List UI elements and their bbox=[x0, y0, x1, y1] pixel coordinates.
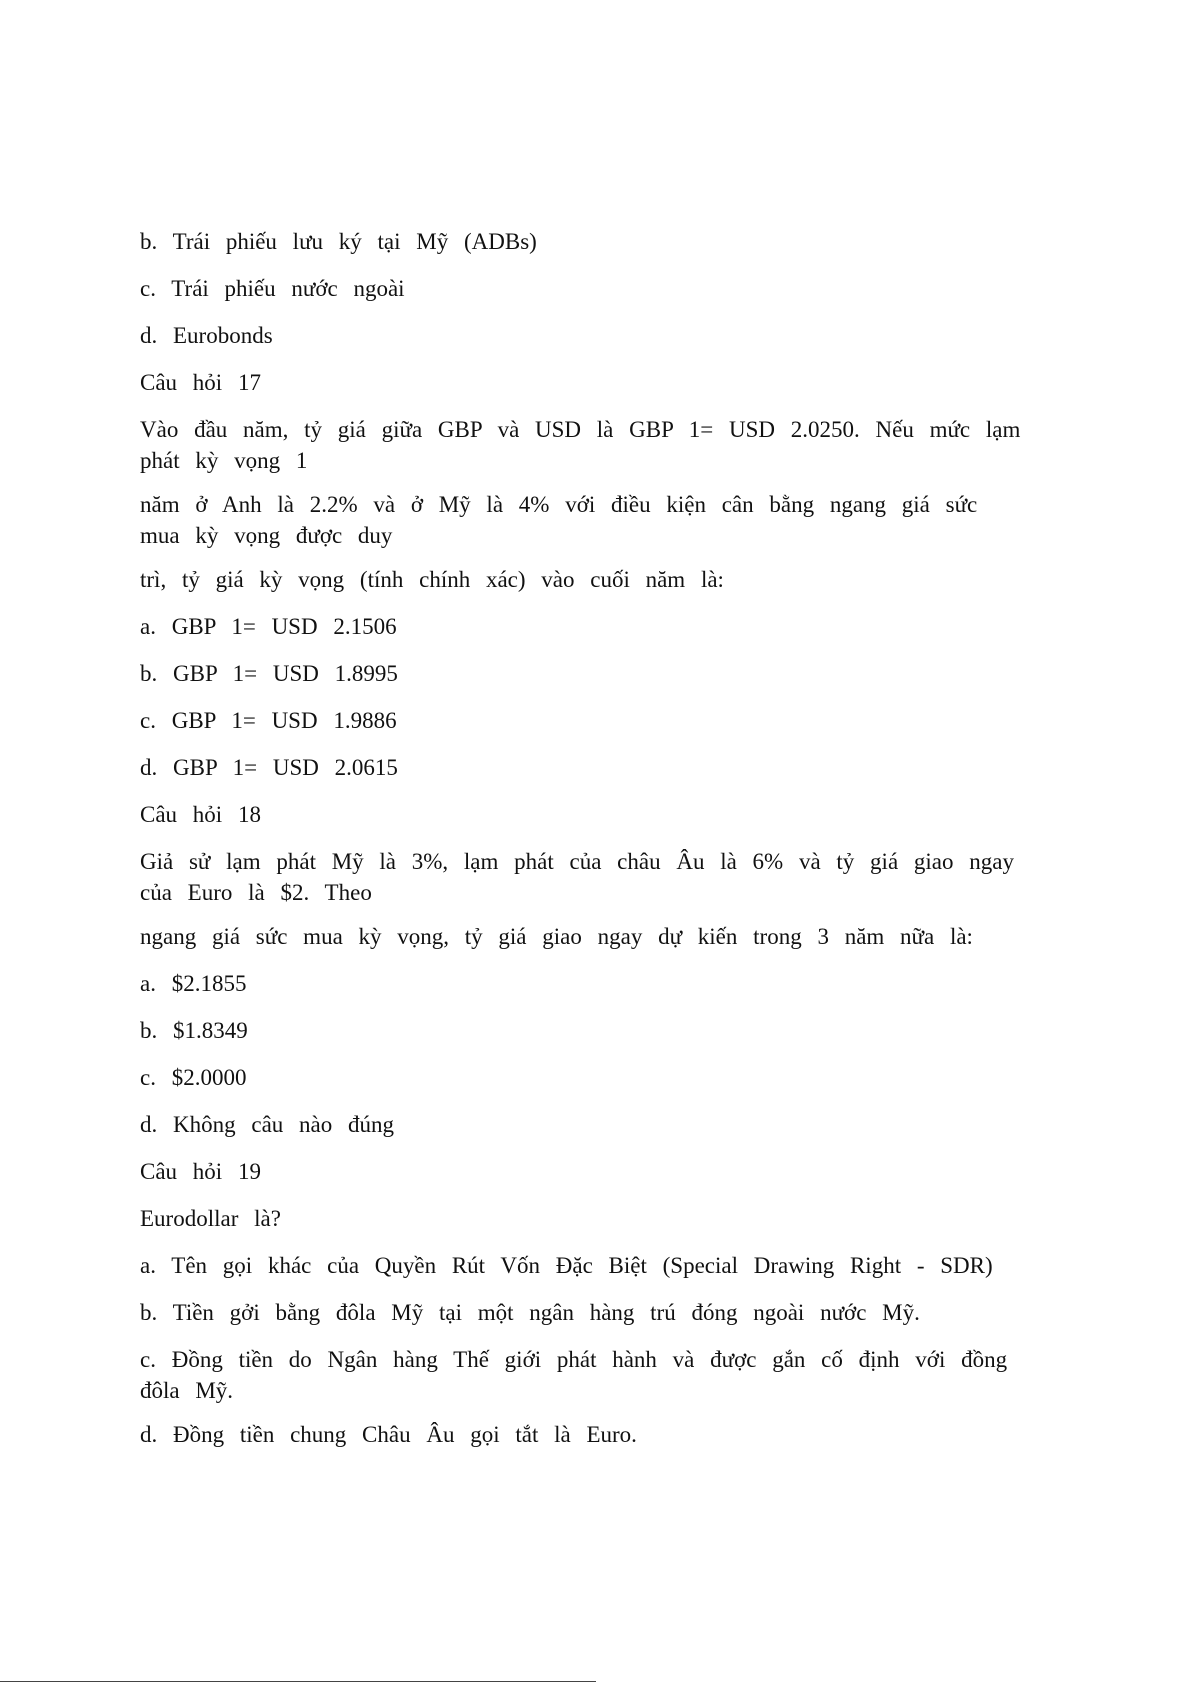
question-heading: Câu hỏi 18 bbox=[140, 802, 261, 827]
question-text: Eurodollar là? bbox=[140, 1206, 281, 1231]
answer-option: a. GBP 1= USD 2.1506 bbox=[140, 614, 397, 639]
question-text: ngang giá sức mua kỳ vọng, tỷ giá giao ngay dự kiến trong 3 năm nữa là: bbox=[140, 924, 973, 949]
answer-option: c. Đồng tiền do Ngân hàng Thế giới phát hành và được gắn cố định với đồng đôla Mỹ. bbox=[140, 1347, 1008, 1403]
answer-option: a. Tên gọi khác của Quyền Rút Vốn Đặc Biệt (Special Drawing Right - SDR) bbox=[140, 1253, 993, 1278]
answer-option: b. Trái phiếu lưu ký tại Mỹ (ADBs) bbox=[140, 229, 537, 254]
answer-option: d. Không câu nào đúng bbox=[140, 1112, 394, 1137]
question-heading: Câu hỏi 17 bbox=[140, 370, 261, 395]
answer-option: d. GBP 1= USD 2.0615 bbox=[140, 755, 398, 780]
answer-option: d. Đồng tiền chung Châu Âu gọi tắt là Euro. bbox=[140, 1422, 637, 1447]
question-text: năm ở Anh là 2.2% và ở Mỹ là 4% với điều kiện cân bằng ngang giá sức mua kỳ vọng được duy bbox=[140, 492, 978, 548]
document-body bbox=[140, 226, 1030, 1466]
question-text: trì, tỷ giá kỳ vọng (tính chính xác) vào cuối năm là: bbox=[140, 567, 724, 592]
answer-option: a. $2.1855 bbox=[140, 971, 247, 996]
answer-option: d. Eurobonds bbox=[140, 323, 273, 348]
question-text: Giả sử lạm phát Mỹ là 3%, lạm phát của châu Âu là 6% và tỷ giá giao ngay của Euro là $2. Theo bbox=[140, 849, 1014, 905]
answer-option: b. Tiền gởi bằng đôla Mỹ tại một ngân hàng trú đóng ngoài nước Mỹ. bbox=[140, 1300, 920, 1325]
question-text: Vào đầu năm, tỷ giá giữa GBP và USD là GBP 1= USD 2.0250. Nếu mức lạm phát kỳ vọng 1 bbox=[140, 417, 1021, 473]
answer-option: c. Trái phiếu nước ngoài bbox=[140, 276, 405, 301]
answer-option: c. GBP 1= USD 1.9886 bbox=[140, 708, 397, 733]
answer-option: c. $2.0000 bbox=[140, 1065, 247, 1090]
footer-divider bbox=[0, 1681, 596, 1682]
answer-option: b. $1.8349 bbox=[140, 1018, 248, 1043]
question-heading: Câu hỏi 19 bbox=[140, 1159, 261, 1184]
answer-option: b. GBP 1= USD 1.8995 bbox=[140, 661, 398, 686]
